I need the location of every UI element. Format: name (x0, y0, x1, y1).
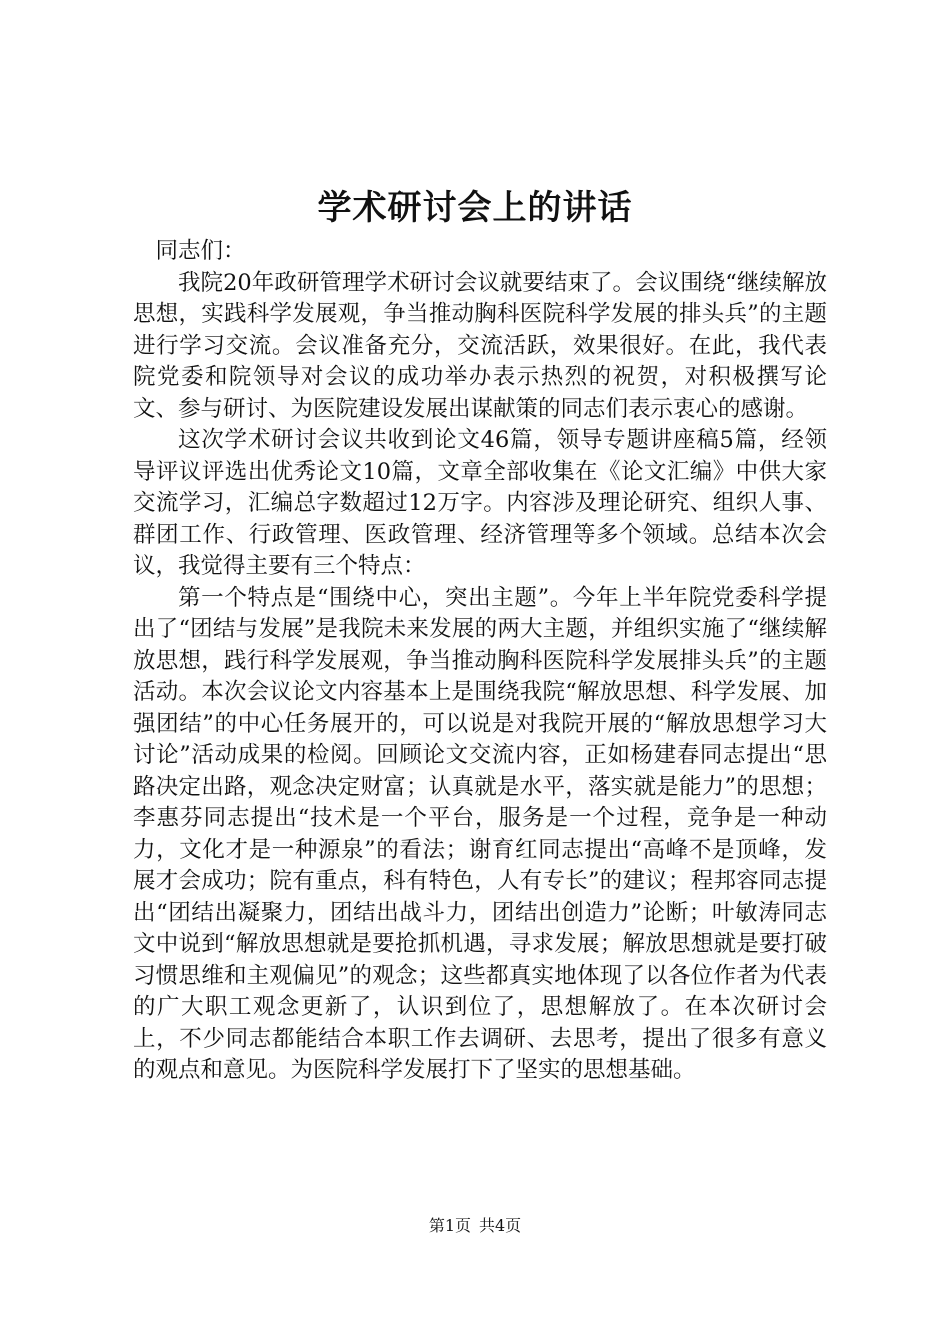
page-total: 共4页 (479, 1216, 522, 1235)
page-footer (0, 1216, 950, 1236)
paragraph-3: 第一个特点是“围绕中心，突出主题”。今年上半年院党委科学提出了“团结与发展”是我院未来发展的两大主题，并组织实施了“继续解放思想，践行科学发展观，争当推动胸科医院科学发展排头兵”的主题活动。本次会议论文内容基本上是围绕我院“解放思想、科学发展、加强团结”的中心任务展开的，可以说是对我院开展的“解放思想学习大讨论”活动成果的检阅。回顾论文交流内容，正如杨建春同志提出“思路决定出路，观念决定财富；认真就是水平，落实就是能力”的思想；李惠芬同志提出“技术是一个平台，服务是一个过程，竞争是一种动力，文化才是一种源泉”的看法；谢育红同志提出“高峰不是顶峰，发展才会成功；院有重点，科有特色，人有专长”的建议；程邦容同志提出“团结出凝聚力，团结出战斗力，团结出创造力”论断；叶敏涛同志文中说到“解放思想就是要抢抓机遇，寻求发展；解放思想就是要打破习惯思维和主观偏见”的观念；这些都真实地体现了以各位作者为代表的广大职工观念更新了，认识到位了，思想解放了。在本次研讨会上，不少同志都能结合本职工作去调研、去思考，提出了很多有意义的观点和意见。为医院科学发展打下了坚实的思想基础。 (133, 584, 827, 1083)
page-number: 第1页 (428, 1216, 471, 1235)
paragraph-2: 这次学术研讨会议共收到论文46篇，领导专题讲座稿5篇，经领导评议评选出优秀论文10篇，文章全部收集在《论文汇编》中供大家交流学习，汇编总字数超过12万字。内容涉及理论研究、组织人事、群团工作、行政管理、医政管理、经济管理等多个领域。总结本次会议，我觉得主要有三个特点： (133, 427, 827, 579)
document-body (133, 236, 827, 1087)
greeting: 同志们： (155, 238, 246, 264)
document-title: 学术研讨会上的讲话 (317, 188, 633, 228)
paragraph-1: 我院20年政研管理学术研讨会议就要结束了。会议围绕“继续解放思想，实践科学发展观，争当推动胸科医院科学发展的排头兵”的主题进行学习交流。会议准备充分，交流活跃，效果很好。在此，我代表院党委和院领导对会议的成功举办表示热烈的祝贺，对积极撰写论文、参与研讨、为医院建设发展出谋献策的同志们表示衷心的感谢。 (133, 269, 827, 422)
